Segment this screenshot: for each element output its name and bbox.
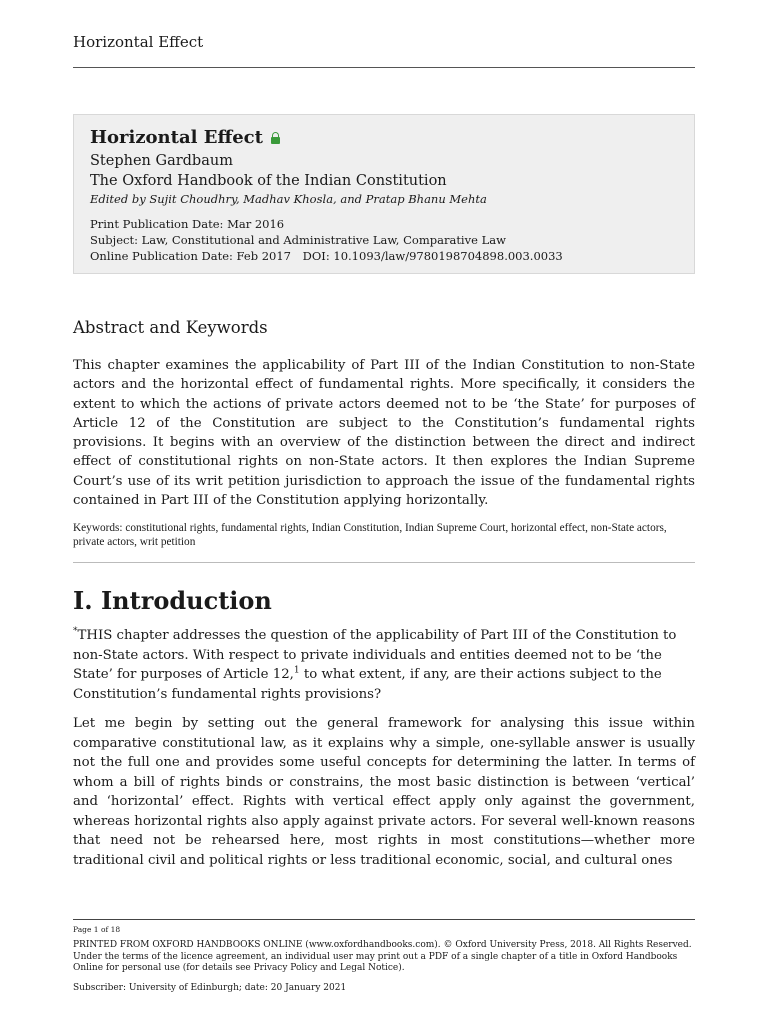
subject[interactable]: Law, Constitutional and Administrative Law, Comparative Law (141, 233, 506, 247)
online-date-line (90, 248, 678, 264)
online-date-label: Online Publication Date: (90, 249, 233, 263)
metadata-box (73, 114, 695, 274)
header-rule (73, 67, 695, 68)
footnote-ref-1[interactable]: 1 (293, 665, 300, 676)
footnote-star[interactable]: * (73, 626, 78, 637)
intro-paragraph-1 (73, 626, 695, 704)
book-title[interactable]: The Oxford Handbook of the Indian Constitution (90, 173, 447, 189)
running-head: Horizontal Effect (73, 33, 204, 51)
online-date: Feb 2017 (236, 249, 291, 263)
intro-paragraph-2: Let me begin by setting out the general framework for analysing this issue within comparative constitutional law, as it explains why a simple, one-syllable answer is usually not the full one and provides some useful concepts for determining the latter. In terms of whom a bill of rights binds or constrains, the most basic distinction is between ‘vertical’ and ‘horizontal’ effect. Rights with vertical effect apply only against the government, whereas horizontal rights also apply against private actors. For several well-known reasons that need not be rehearsed here, most rights in most constitutions—whether more traditional civil and political rights or less traditional economic, social, and cultural ones (73, 716, 695, 868)
publication-info (90, 216, 678, 264)
author[interactable]: Stephen Gardbaum (90, 153, 233, 169)
keywords-rule (73, 562, 695, 563)
chapter-title-text: Horizontal Effect (90, 127, 263, 148)
keywords: Keywords: constitutional rights, fundamental rights, Indian Constitution, Indian Supreme Court, horizontal effect, non-State actors, private actors, writ petition (73, 522, 667, 548)
page-number: Page 1 of 18 (73, 925, 121, 934)
subject-line (90, 232, 678, 248)
intro-p1-text-a: THIS chapter addresses the question of the applicability of Part III of the Constitution to non-State actors. With respect to private individuals and entities deemed not to be ‘the State’ for purposes of Article 12, (73, 628, 677, 682)
abstract-heading: Abstract and Keywords (73, 318, 268, 337)
print-date: Mar 2016 (227, 217, 285, 231)
subscriber-info: Subscriber: University of Edinburgh; date: 20 January 2021 (73, 983, 347, 993)
doi[interactable]: 10.1093/law/9780198704898.003.0033 (333, 249, 563, 263)
doi-label: DOI: (302, 249, 330, 263)
abstract-body: This chapter examines the applicability of Part III of the Indian Constitution to non-State actors and the horizontal effect of fundamental rights. More specifically, it considers the extent to which the actions of private actors deemed not to be ‘the State’ for purposes of Article 12 of the Constitution are subject to the Constitution’s fundamental rights provisions. It begins with an overview of the distinction between the direct and indirect effect of constitutional rights on non-State actors. It then explores the Indian Supreme Court’s use of its writ petition jurisdiction to approach the issue of the fundamental rights contained in Part III of the Constitution applying horizontally. (73, 358, 695, 509)
subject-label: Subject: (90, 233, 138, 247)
print-date-line (90, 216, 678, 232)
editors: Edited by Sujit Choudhry, Madhav Khosla, and Pratap Bhanu Mehta (90, 192, 487, 206)
print-date-label: Print Publication Date: (90, 217, 224, 231)
lock-icon (271, 132, 280, 144)
chapter-title (90, 127, 678, 149)
copyright-notice: PRINTED FROM OXFORD HANDBOOKS ONLINE (www.oxfordhandbooks.com). © Oxford University Press, 2018. All Rights Reserved. Under the terms of the licence agreement, an individual user may print out a PDF of a single chapter of a title in Oxford Handbooks Online for personal use (for details see Privacy Policy and Legal Notice). (73, 940, 692, 973)
section-heading: I. Introduction (73, 586, 272, 615)
footer-rule (73, 919, 695, 920)
intro-p1-text-b: to what extent, if any, are their actions subject to the Constitution’s fundamental rights provisions? (73, 667, 662, 702)
